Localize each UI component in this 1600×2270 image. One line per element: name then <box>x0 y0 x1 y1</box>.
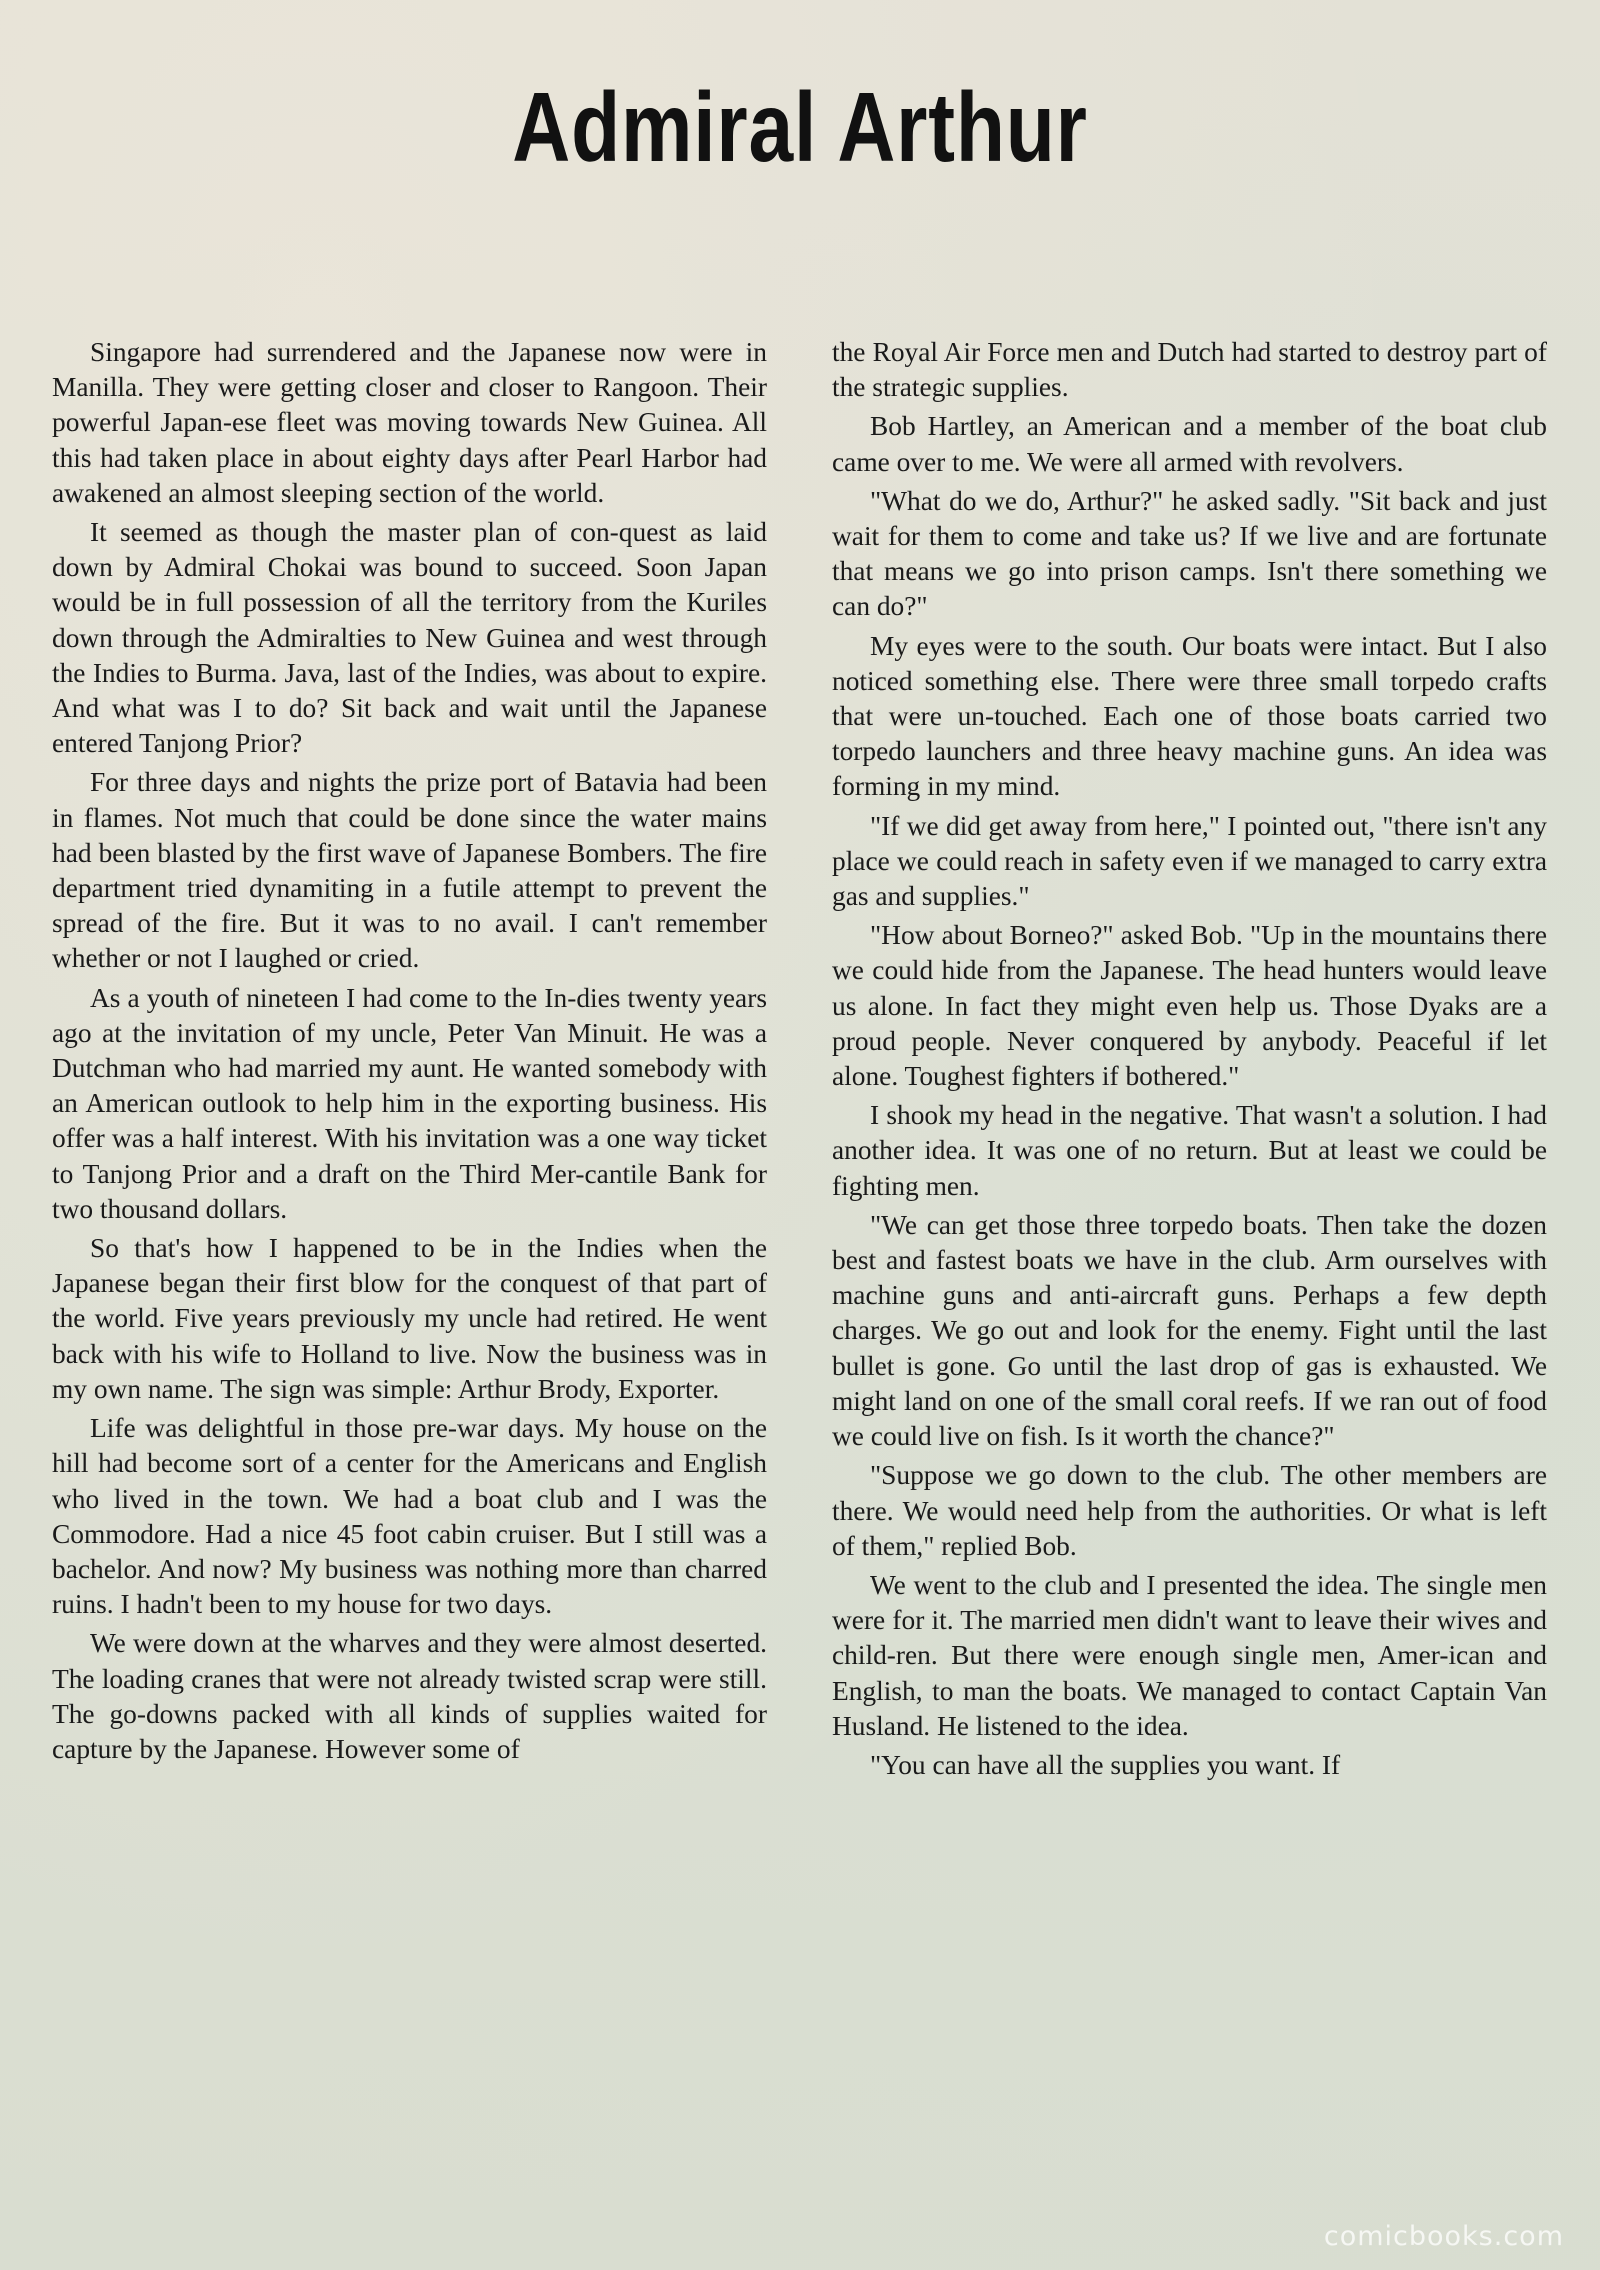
paragraph: "What do we do, Arthur?" he asked sadly. "Sit back and just wait for them to come and take us? If we live and are fortunate that means we go into prison camps. Isn't there something we can do?" <box>832 485 1547 622</box>
paragraph: We went to the club and I presented the idea. The single men were for it. The married men didn't want to leave their wives and child-ren. But there were enough single men, Amer-ican and English, to man the boats. We managed to contact Captain Van Husland. He listened to the idea. <box>832 1569 1547 1741</box>
paragraph: "If we did get away from here," I pointed out, "there isn't any place we could reach in safety even if we managed to carry extra gas and supplies." <box>832 810 1547 912</box>
paragraph: For three days and nights the prize port of Batavia had been in flames. Not much that could be done since the water mains had been blasted by the first wave of Japanese Bombers. The fire department tried dynamiting in a futile attempt to prevent the spread of the fire. But it was to no avail. I can't remember whether or not I laughed or cried. <box>52 767 767 974</box>
paragraph: As a youth of nineteen I had come to the In-dies twenty years ago at the invitation of my uncle, Peter Van Minuit. He was a Dutchman who had married my aunt. He wanted somebody with an American outlook to help him in the exporting business. His offer was a half interest. With his invitation was a one way ticket to Tanjong Prior and a draft on the Third Mer-cantile Bank for two thousand dollars. <box>52 982 767 1224</box>
paragraph: "We can get those three torpedo boats. Then take the dozen best and fastest boats we have in the club. Arm ourselves with machine guns and anti-aircraft guns. Perhaps a few depth charges. We go out and look for the enemy. Fight until the last bullet is gone. Go until the last drop of gas is exhausted. We might land on one of the small coral reefs. If we ran out of food we could live on fish. Is it worth the chance?" <box>832 1209 1547 1452</box>
paragraph: So that's how I happened to be in the Indies when the Japanese began their first blow for the conquest of that part of the world. Five years previously my uncle had retired. He went back with his wife to Holland to live. Now the business was in my own name. The sign was simple: Arthur Brody, Exporter. <box>52 1233 767 1404</box>
paragraph: "You can have all the supplies you want. If <box>870 1749 1341 1780</box>
left-column <box>52 335 767 1771</box>
paragraph: "How about Borneo?" asked Bob. "Up in the mountains there we could hide from the Japanese. The head hunters would leave us alone. In fact they might even help us. Those Dyaks are a proud people. Never conquered by anybody. Peaceful if let alone. Toughest fighters if bothered." <box>832 920 1547 1092</box>
paragraph: Singapore had surrendered and the Japanese now were in Manilla. They were getting closer and closer to Rangoon. Their powerful Japan-ese fleet was moving towards New Guinea. All this had taken place in about eighty days after Pearl Harbor had awakened an almost sleeping section of the world. <box>52 337 767 508</box>
watermark: comicbooks.com <box>1323 2221 1564 2252</box>
paragraph: Bob Hartley, an American and a member of the boat club came over to me. We were all armed with revolvers. <box>832 411 1547 477</box>
page-title: Admiral Arthur <box>512 72 1088 182</box>
right-column <box>832 335 1547 1787</box>
paragraph: the Royal Air Force men and Dutch had started to destroy part of the strategic supplies. <box>832 337 1547 403</box>
paragraph: "Suppose we go down to the club. The other members are there. We would need help from the authorities. Or what is left of them," replied Bob. <box>832 1460 1547 1561</box>
paragraph: My eyes were to the south. Our boats were intact. But I also noticed something else. There were three small torpedo crafts that were un-touched. Each one of those boats carried two torpedo launchers and three heavy machine guns. An idea was forming in my mind. <box>832 630 1547 802</box>
paragraph: I shook my head in the negative. That wasn't a solution. I had another idea. It was one of no return. But at least we could be fighting men. <box>832 1100 1547 1201</box>
paragraph: It seemed as though the master plan of con-quest as laid down by Admiral Chokai was bound to succeed. Soon Japan would be in full possession of all the territory from the Kuriles down through the Admiralties to New Guinea and west through the Indies to Burma. Java, last of the Indies, was about to expire. And what was I to do? Sit back and wait until the Japanese entered Tanjong Prior? <box>52 517 767 759</box>
paragraph: Life was delightful in those pre-war days. My house on the hill had become sort of a center for the Americans and English who lived in the town. We had a boat club and I was the Commodore. Had a nice 45 foot cabin cruiser. But I still was a bachelor. And now? My business was nothing more than charred ruins. I hadn't been to my house for two days. <box>52 1413 767 1620</box>
paragraph: We were down at the wharves and they were almost deserted. The loading cranes that were not already twisted scrap were still. The go-downs packed with all kinds of supplies waited for capture by the Japanese. However some of <box>52 1628 767 1764</box>
